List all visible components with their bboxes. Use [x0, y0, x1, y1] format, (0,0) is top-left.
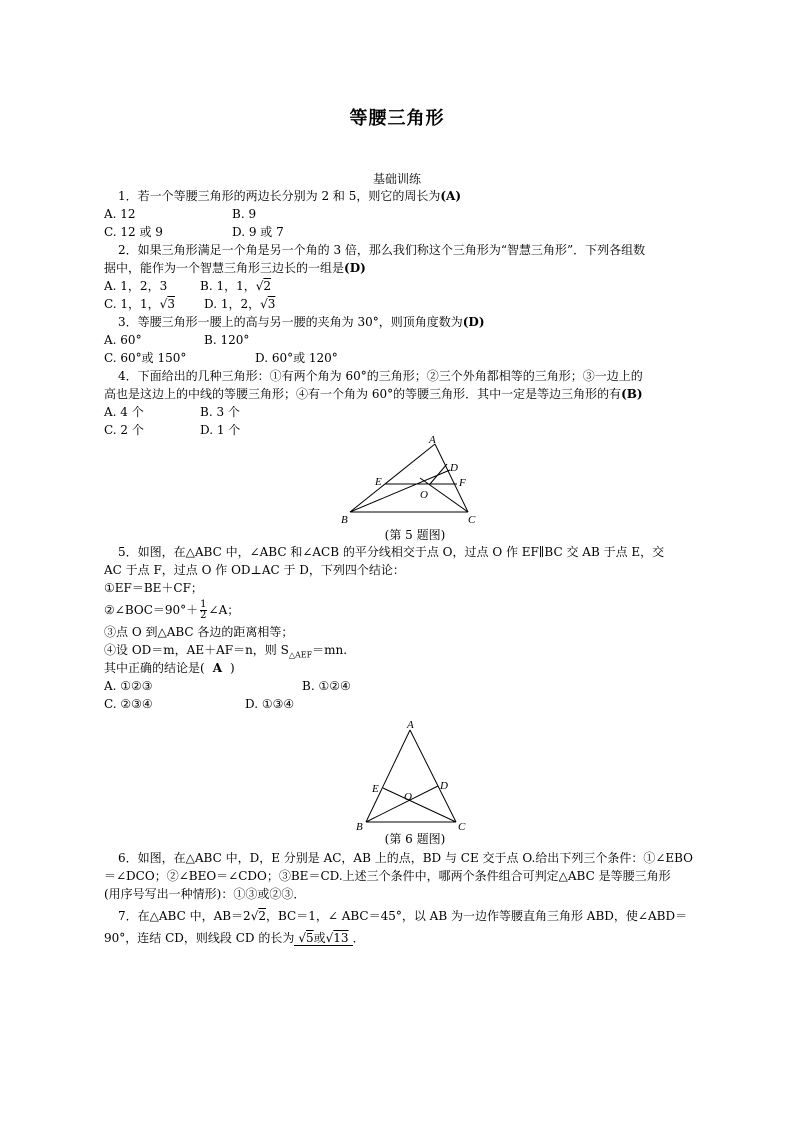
fig6-label-d: D — [440, 780, 448, 792]
question-5-option-c: C. ②③④ — [104, 697, 153, 711]
question-4-stem-line2: 高也是这边上的中线的等腰三角形；④有一个角为 60°的等腰三角形．其中一定是等边三角形的有(B) — [104, 387, 643, 401]
question-5-conclusion-2: ②∠BOC＝90°＋ $\frac{1}{2}$ ∠A； — [104, 599, 240, 621]
fig6-segment-ce — [383, 788, 456, 822]
question-3-option-d: D. 60°或 120° — [255, 351, 338, 365]
figure-6-caption: (第 6 题图) — [384, 832, 446, 846]
fig6-side-ab — [366, 730, 410, 822]
question-5-stem-line2: AC 于点 F，过点 O 作 OD⊥AC 于 D，下列四个结论： — [104, 563, 405, 577]
question-4-option-a: A. 4 个 — [104, 405, 144, 419]
fig5-label-c: C — [468, 514, 476, 526]
question-1-option-d: D. 9 或 7 — [232, 225, 284, 239]
question-3-option-b: B. 120° — [204, 333, 250, 347]
fig6-label-c: C — [458, 821, 466, 832]
fig5-side-ab — [350, 444, 435, 512]
question-5-conclusion-3: ③点 O 到△ABC 各边的距离相等； — [104, 625, 294, 639]
fig5-label-b: B — [341, 514, 348, 526]
fig5-label-d: D — [450, 462, 458, 474]
question-7-answer: √5或√13 — [294, 931, 352, 946]
fig5-bisector-b — [350, 470, 450, 512]
question-6-answer: ①③或②③ — [233, 887, 294, 901]
question-4-option-b: B. 3 个 — [200, 405, 240, 419]
question-5-option-d: D. ①③④ — [245, 697, 295, 711]
fig6-label-a: A — [407, 719, 414, 731]
question-4-option-c: C. 2 个 — [104, 423, 144, 437]
question-3-option-c: C. 60°或 150° — [104, 351, 187, 365]
fig5-line-od — [430, 464, 447, 484]
question-5-stem-line1: 5．如图，在△ABC 中，∠ABC 和∠ACB 的平分线相交于点 O，过点 O 作 EF∥BC 交 AB 于点 E，交 — [118, 545, 665, 559]
fig6-side-ac — [410, 730, 456, 822]
question-1-option-c: C. 12 或 9 — [104, 225, 163, 239]
question-3-stem: 3．等腰三角形一腰上的高与另一腰的夹角为 30°，则顶角度数为(D) — [118, 315, 485, 329]
fig5-label-a: A — [429, 434, 436, 446]
figure-5-diagram — [340, 434, 490, 530]
page-title: 等腰三角形 — [349, 108, 445, 129]
question-1-option-a: A. 12 — [104, 207, 136, 221]
question-4-stem-line1: 4．下面给出的几种三角形：①有两个角为 60°的三角形；②三个外角都相等的三角形；③一边上的 — [118, 369, 643, 383]
question-1-stem: 1．若一个等腰三角形的两边长分别为 2 和 5，则它的周长为(A) — [118, 189, 462, 203]
question-4-answer: (B) — [621, 387, 643, 401]
question-1-option-b: B. 9 — [232, 207, 257, 221]
fig6-label-e: E — [372, 783, 379, 795]
fig5-label-f: F — [459, 477, 466, 489]
question-6-line1: 6．如图，在△ABC 中，D，E 分别是 AC，AB 上的点，BD 与 CE 交于点 O.给出下列三个条件：①∠EBO — [118, 851, 694, 865]
question-2-option-b: B. 1，1，√2 — [200, 279, 272, 293]
question-2-option-c: C. 1，1，√3 — [104, 297, 175, 311]
question-5-conclusion-1: ①EF＝BE＋CF； — [104, 581, 203, 595]
question-5-option-b: B. ①②④ — [302, 679, 351, 693]
question-2-answer: (D) — [344, 261, 366, 275]
question-5-option-a: A. ①②③ — [104, 679, 153, 693]
figure-5-caption: (第 5 题图) — [384, 528, 446, 542]
question-2-option-a: A. 1，2，3 — [104, 279, 168, 293]
fig6-label-o: O — [404, 791, 412, 803]
question-3-option-a: A. 60° — [104, 333, 142, 347]
question-4-option-d: D. 1 个 — [200, 423, 241, 437]
question-2-option-d: D. 1，2，√3 — [204, 297, 276, 311]
question-2-stem-line1: 2．如果三角形满足一个角是另一个角的 3 倍，那么我们称这个三角形为“智慧三角形”．下列各组数 — [118, 243, 646, 257]
question-5-ask: 其中正确的结论是( A ) — [104, 661, 235, 675]
question-6-line2: ＝∠DCO；②∠BEO＝∠CDO；③BE＝CD.上述三个条件中，哪两个条件组合可判定△ABC 是等腰三角形 — [104, 869, 671, 883]
section-heading: 基础训练 — [372, 172, 421, 186]
question-5-answer: A — [212, 661, 222, 675]
fig5-label-e: E — [375, 476, 382, 488]
question-7-line1: 7．在△ABC 中，AB＝2√2，BC＝1，∠ ABC＝45°，以 AB 为一边作等腰直角三角形 ABD，使∠ABD＝ — [118, 909, 688, 923]
fraction-half: $\frac{1}{2}$ — [200, 599, 207, 621]
figure-6-diagram — [352, 718, 472, 832]
question-5-conclusion-4: ④设 OD＝m，AE＋AF＝n，则 $S_{\triangle AEF}=mn$. — [104, 643, 348, 660]
question-3-answer: (D) — [462, 315, 485, 329]
fig6-label-b: B — [356, 821, 363, 832]
question-7-line2: 90°，连结 CD，则线段 CD 的长为 √5或√13 ． — [104, 931, 365, 945]
question-6-line3: (用序号写出一种情形)：①③或②③． — [104, 887, 306, 901]
question-2-stem-line2: 据中，能作为一个智慧三角形三边长的一组是(D) — [104, 261, 366, 275]
question-1-answer: (A) — [440, 189, 462, 203]
fig5-label-o: O — [420, 489, 428, 501]
